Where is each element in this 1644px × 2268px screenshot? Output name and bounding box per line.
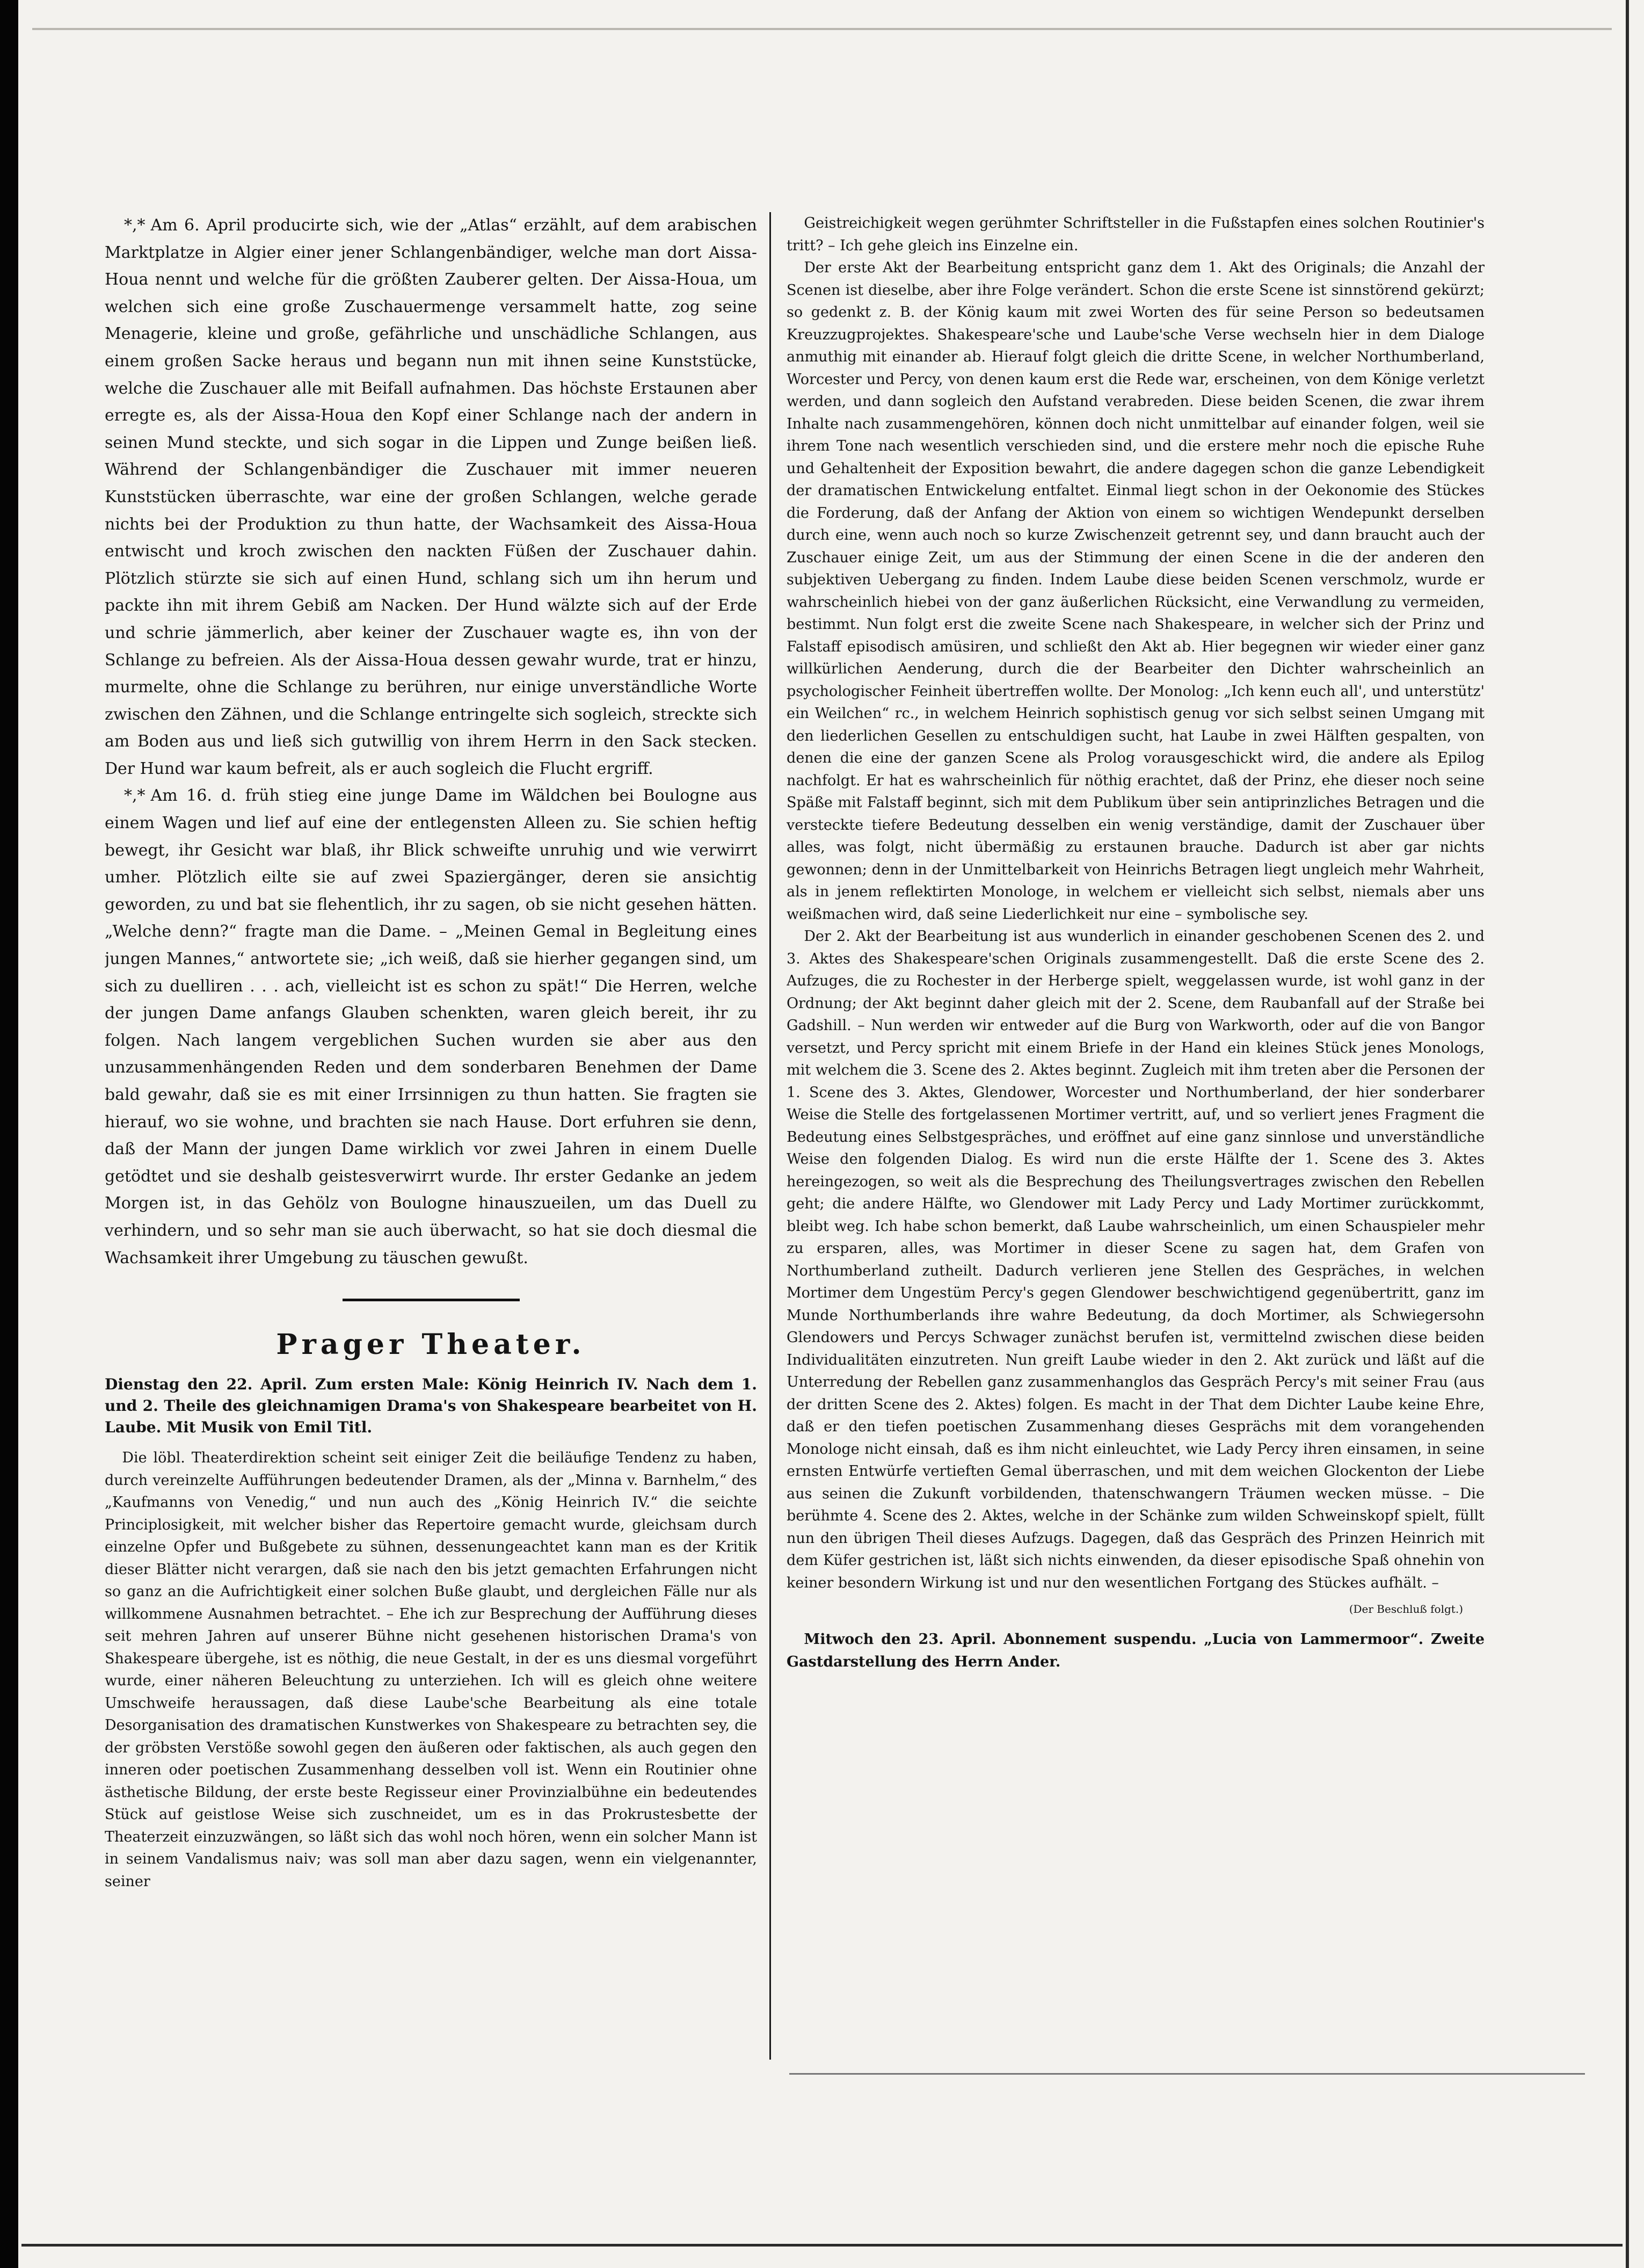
notice-marker: *,* bbox=[124, 786, 146, 806]
top-edge-line bbox=[32, 28, 1612, 30]
continuation-note: (Der Beschluß folgt.) bbox=[1349, 1603, 1463, 1615]
newspaper-page bbox=[105, 212, 1485, 2103]
notice-text: Am 16. d. früh stieg eine junge Dame im Wäldchen bei Boulogne aus einem Wagen und lief auf eine der entlegensten Alleen zu. Sie schien heftig bewegt, ihr Gesicht war blaß, ihr Blick schweifte unruhig und wie verwirrt umher. Plötzlich eilte sie auf zwei Spaziergänger, deren sie ansichtig geworden, zu und bat sie flehentlich, ihr zu sagen, ob sie nicht gesehen hätten. „Welche denn?“ fragte man die Dame. – „Meinen Gemal in Begleitung eines jungen Mannes,“ antwortete sie; „ich weiß, daß sie hierher gegangen sind, um sich zu duelliren . . . ach, vielleicht ist es schon zu spät!“ Die Herren, welche der jungen Dame anfangs Glauben schenkten, waren gleich bereit, ihr zu folgen. Nach langem vergeblichen Suchen wurden sie aber aus den unzusammenhängenden Reden und dem sonderbaren Benehmen der Dame bald gewahr, daß sie es mit einer Irrsinnigen zu thun hatten. Sie fragten sie hierauf, wo sie wohne, und brachten sie nach Hause. Dort erfuhren sie denn, daß der Mann der jungen Dame wirklich vor zwei Jahren in einem Duelle getödtet und sie deshalb geistesverwirrt wurde. Ihr erster Gedanke an jedem Morgen ist, in das Gehölz von Boulogne hinauszueilen, um das Duell zu verhindern, und so sehr man sie auch überwacht, so hat sie doch diesmal die Wachsamkeit ihrer Umgebung zu täuschen gewußt. bbox=[105, 786, 757, 1267]
right-edge-line bbox=[1626, 0, 1629, 2268]
notice-snake-charmer bbox=[105, 212, 757, 782]
notice-boulogne bbox=[105, 782, 757, 1272]
review-paragraph: Der erste Akt der Bearbeitung entspricht ganz dem 1. Akt des Originals; die Anzahl der Scenen ist dieselbe, aber ihre Folge verändert. Schon die erste Scene ist sinnstörend gekürzt; so gedenkt z. B. der König kaum mit zwei Worten des für seine Person so bedeutsamen Kreuzzugprojektes. Shakespeare'sche und Laube'sche Verse wechseln hier in dem Dialoge anmuthig mit einander ab. Hierauf folgt gleich die dritte Scene, in welcher Northumberland, Worcester und Percy, von denen kaum erst die Rede war, erscheinen, von dem Könige verletzt werden, und dann sogleich den Aufstand verabreden. Diese beiden Scenen, die zwar ihrem Inhalte nach zusammengehören, können doch nicht unmittelbar auf einander folgen, weil sie ihrem Tone nach wesentlich verschieden sind, und die erstere mehr noch die epische Ruhe und Gehaltenheit der Exposition bewahrt, die andere dagegen schon die ganze Lebendigkeit der dramatischen Entwickelung entfaltet. Einmal liegt schon in der Oekonomie des Stückes die Forderung, daß der Anfang der Aktion von einem so wichtigen Wendepunkt derselben durch eine, wenn auch noch so kurze Zwischenzeit getrennt sey, und dann braucht auch der Zuschauer einige Zeit, um aus der Stimmung der einen Scene in die der anderen den subjektiven Uebergang zu finden. Indem Laube diese beiden Scenen verschmolz, wurde er wahrscheinlich hiebei von der ganz äußerlichen Rücksicht, eine Verwandlung zu vermeiden, bestimmt. Nun folgt erst die zweite Scene nach Shakespeare, in welcher sich der Prinz und Falstaff episodisch amüsiren, und schließt den Akt ab. Hier begegnen wir wieder einer ganz willkürlichen Aenderung, durch die der Bearbeiter den Dichter wahrscheinlich an psychologischer Feinheit übertreffen wollte. Der Monolog: „Ich kenn euch all', und unterstütz' ein Weilchen“ rc., in welchem Heinrich sophistisch genug vor sich selbst seinen Umgang mit den liederlichen Gesellen zu entschuldigen sucht, hat Laube in zwei Hälften gespalten, von denen die eine der ganzen Scene als Prolog vorausgeschickt wird, die andere als Epilog nachfolgt. Er hat es wahrscheinlich für nöthig erachtet, daß der Prinz, ehe dieser noch seine Späße mit Falstaff beginnt, sich mit dem Publikum über sein antiprinzliches Betragen und die versteckte tiefere Bedeutung desselben ein wenig verständige, damit der Zuschauer über alles, was folgt, nicht übermäßig zu erstaunen brauche. Dadurch ist aber gar nichts gewonnen; denn in der Unmittelbarkeit von Heinrichs Betragen liegt ungleich mehr Wahrheit, als in jenem reflektirten Monologe, in welchem er vielleicht sich selbst, niemals aber uns weißmachen wird, daß seine Liederlichkeit nur eine – symbolische sey. bbox=[787, 259, 1485, 923]
right-column bbox=[787, 212, 1485, 2076]
bottom-edge-line bbox=[21, 2244, 1623, 2247]
review-paragraph: Die löbl. Theaterdirektion scheint seit einiger Zeit die beiläufige Tendenz zu haben, durch vereinzelte Aufführungen bedeutender Dramen, als der „Minna v. Barnhelm,“ des „Kaufmanns von Venedig,“ und nun auch des „König Heinrich IV.“ die seichte Principlosigkeit, mit welcher bisher das Repertoire gemacht wurde, gleichsam durch einzelne Opfer und Bußgebete zu sühnen, dessenungeachtet kann man es der Kritik dieser Blätter nicht verargen, daß sie nach den bis jetzt gemachten Erfahrungen nicht so ganz an die Aufrichtigkeit einer solchen Buße glaubt, und dergleichen Fälle nur als willkommene Ausnahmen betrachtet. – Ehe ich zur Besprechung der Aufführung dieses seit mehren Jahren auf unserer Bühne nicht gesehenen historischen Drama's von Shakespeare übergehe, ist es nöthig, die neue Gestalt, in der es uns diesmal vorgeführt wurde, einer näheren Beleuchtung zu unterziehen. Ich will es gleich ohne weitere Umschweife heraussagen, daß diese Laube'sche Bearbeitung als eine totale Desorganisation des dramatischen Kunstwerkes von Shakespeare zu betrachten sey, die der gröbsten Verstöße sowohl gegen den äußeren oder faktischen, als auch gegen den inneren oder poetischen Zusammenhang desselben voll ist. Wenn ein Routinier ohne ästhetische Bildung, der erste beste Regisseur einer Provinzialbühne ein bedeutendes Stück auf geistlose Weise sich zuschneidet, um es in das Prokrustesbette der Theaterzeit einzuzwängen, so läßt sich das wohl noch hören, wenn ein solcher Mann ist in seinem Vandalismus naiv; was soll man aber dazu sagen, wenn ein vielgenannter, seiner bbox=[105, 1450, 757, 1890]
section-separator bbox=[343, 1299, 520, 1301]
review-paragraph: Der 2. Akt der Bearbeitung ist aus wunderlich in einander geschobenen Scenen des 2. und 3. Aktes des Shakespeare'schen Originals zusammengestellt. Daß die erste Scene des 2. Aufzuges, die zu Rochester in der Herberge spielt, weggelassen wurde, ist wohl ganz in der Ordnung; der Akt beginnt daher gleich mit der 2. Scene, dem Raubanfall auf der Straße bei Gadshill. – Nun werden wir entweder auf die Burg von Warkworth, oder auf die von Bangor versetzt, und Percy spricht mit einem Briefe in der Hand ein kleines Stück jenes Monologs, mit welchem die 3. Scene des 2. Aktes beginnt. Zugleich mit ihm treten aber die Personen der 1. Scene des 3. Aktes, Glendower, Worcester und Northumberland, der hier sonderbarer Weise die Stelle des fortgelassenen Mortimer vertritt, auf, und so verliert jenes Fragment die Bedeutung eines Selbstgespräches, und eröffnet auf eine ganz sinnlose und unverständliche Weise den folgenden Dialog. Es wird nun die erste Hälfte der 1. Scene des 3. Aktes hereingezogen, so weit als die Besprechung des Theilungsvertrages zwischen den Rebellen geht; die andere Hälfte, wo Glendower mit Lady Percy und Lady Mortimer zurückkommt, bleibt weg. Ich habe schon bemerkt, daß Laube wahrscheinlich, um einen Schauspieler mehr zu ersparen, alles, was Mortimer in dieser Scene zu sagen hat, dem Grafen von Northumberland zutheilt. Dadurch verlieren jene Stellen des Gespräches, in welchen Mortimer dem Ungestüm Percy's gegen Glendower beschwichtigend gegenübertritt, ganz im Munde Northumberlands ihre wahre Bedeutung, da doch Mortimer, als Schwiegersohn Glendowers und Percys Schwager zunächst berufen ist, vermittelnd zwischen diese beiden Individualitäten einzutreten. Nun greift Laube wieder in den 2. Akt zurück und läßt auf die Unterredung der Rebellen ganz zusammenhanglos das Gespräch Percy's mit seiner Frau (aus der dritten Scene des 2. Aktes) folgen. Es macht in der That dem Dichter Laube keine Ehre, daß er den tiefen poetischen Zusammenhang dieses Gesprächs mit dem vorangehenden Monologe nicht einsah, daß es ihm nicht einleuchtet, wie Lady Percy ihren einsamen, in seine ernsten Entwürfe vertieften Gemal überraschen, und mit dem weichen Glockenton der Liebe aus seinen die Zukunft vorbildenden, thatenschwangern Träumen wecken müsse. – Die berühmte 4. Scene des 2. Aktes, welche in der Schänke zum wilden Schweinskopf spielt, füllt nun den übrigen Theil dieses Aufzugs. Dagegen, daß das Gespräch des Prinzen Heinrich mit dem Küfer gestrichen ist, läßt sich nichts einwenden, da dieser episodische Spaß ohnehin von keiner besondern Wirkung ist und nur den wesentlichen Fortgang des Stückes aufhält. – bbox=[787, 928, 1485, 1591]
binding-edge bbox=[0, 0, 18, 2268]
review-paragraph: Geistreichigkeit wegen gerühmter Schriftsteller in die Fußstapfen eines solchen Routinier's tritt? – Ich gehe gleich ins Einzelne ein. bbox=[787, 215, 1485, 254]
notice-marker: *,* bbox=[124, 216, 146, 235]
column-divider bbox=[769, 212, 771, 2060]
performance-info: Dienstag den 22. April. Zum ersten Male: König Heinrich IV. Nach dem 1. und 2. Theile des gleichnamigen Drama's von Shakespeare bearbeitet von H. Laube. Mit Musik von Emil Titl. bbox=[105, 1375, 757, 1437]
left-column bbox=[105, 212, 757, 2076]
section-heading: Prager Theater. bbox=[276, 1328, 586, 1361]
next-performance: Mitwoch den 23. April. Abonnement suspendu. „Lucia von Lammermoor“. Zweite Gastdarstellung des Herrn Ander. bbox=[787, 1631, 1485, 1670]
notice-text: Am 6. April producirte sich, wie der „Atlas“ erzählt, auf dem arabischen Marktplatze in Algier einer jener Schlangenbändiger, welche man dort Aissa-Houa nennt und welche für die größten Zauberer gelten. Der Aissa-Houa, um welchen sich eine große Zuschauermenge versammelt hatte, zog seine Menagerie, kleine und große, gefährliche und unschädliche Schlangen, aus einem großen Sacke heraus und begann nun mit ihnen seine Kunststücke, welche die Zuschauer alle mit Beifall aufnahmen. Das höchste Erstaunen aber erregte es, als der Aissa-Houa den Kopf einer Schlange nach der andern in seinen Mund steckte, und sich sogar in die Lippen und Zunge beißen ließ. Während der Schlangenbändiger die Zuschauer mit immer neueren Kunststücken überraschte, war eine der großen Schlangen, welche gerade nichts bei der Produktion zu thun hatte, der Wachsamkeit des Aissa-Houa entwischt und kroch zwischen den nackten Füßen der Zuschauer dahin. Plötzlich stürzte sie sich auf einen Hund, schlang sich um ihn herum und packte ihn mit ihrem Gebiß am Nacken. Der Hund wälzte sich auf der Erde und schrie jämmerlich, aber keiner der Zuschauer wagte es, ihn von der Schlange zu befreien. Als der Aissa-Houa dessen gewahr wurde, trat er hinzu, murmelte, ohne die Schlange zu berühren, nur einige unverständliche Worte zwischen den Zähnen, und die Schlange entringelte sich sogleich, streckte sich am Boden aus und ließ sich gutwillig von ihrem Herrn in den Sack stecken. Der Hund war kaum befreit, als er auch sogleich die Flucht ergriff. bbox=[105, 216, 757, 778]
